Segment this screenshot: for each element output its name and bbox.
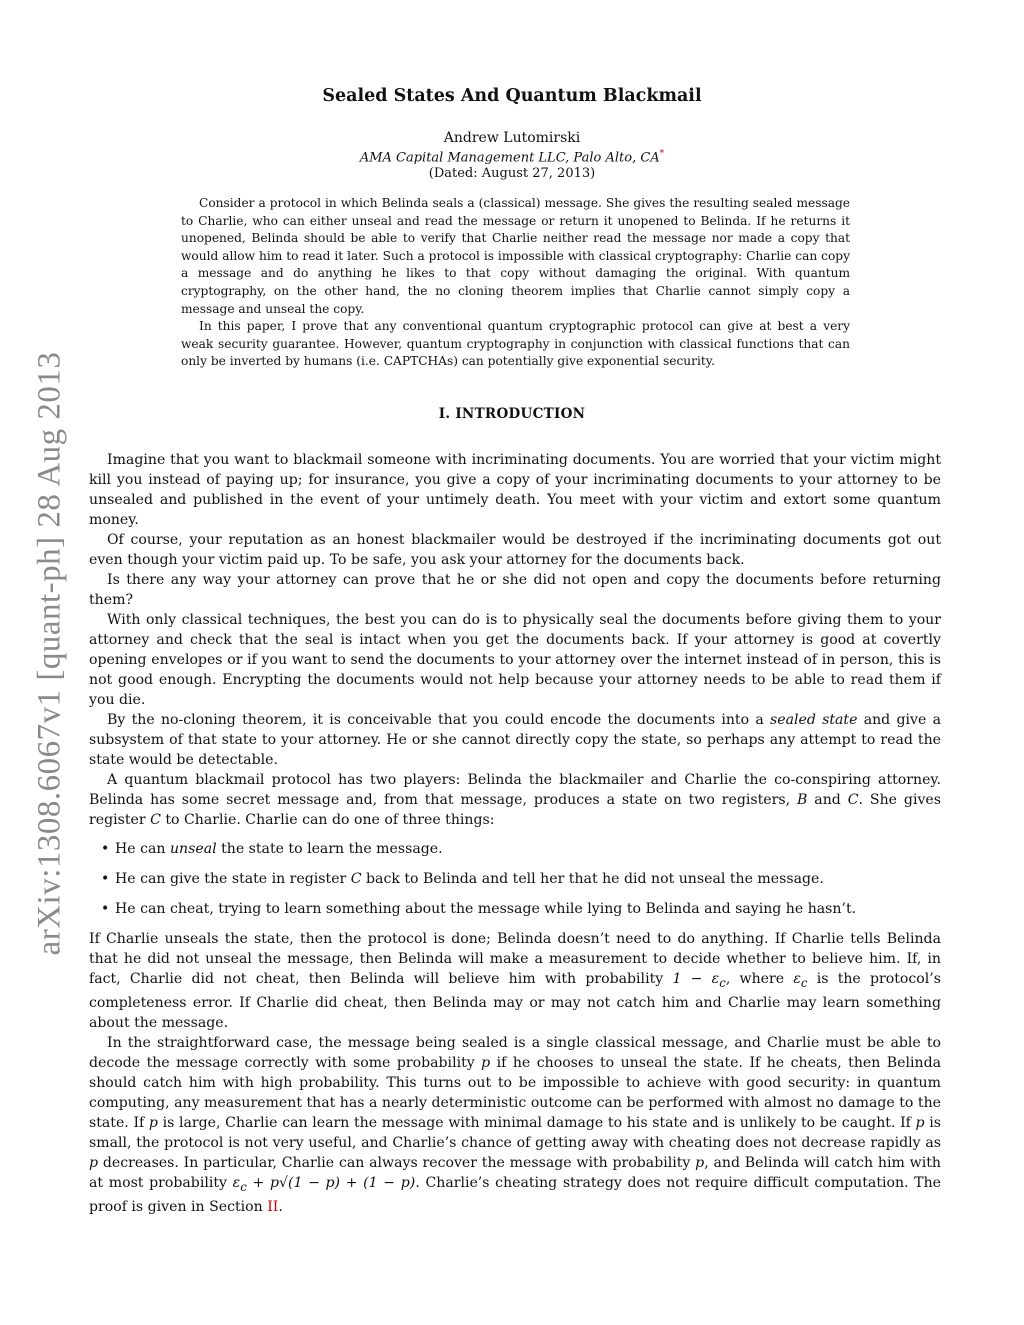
paragraph	[89, 929, 941, 1033]
text-run: is small, the protocol is not very useful, and Charlie’s chance of getting away with cheating does not decrease rapidly as	[89, 1114, 941, 1151]
body-text	[89, 450, 941, 1217]
emphasis: sealed state	[770, 712, 858, 728]
paragraph: Is there any way your attorney can prove that he or she did not open and copy the documents before returning them?	[89, 572, 941, 608]
date-line: (Dated: August 27, 2013)	[428, 166, 596, 181]
bullet-icon: •	[101, 901, 110, 917]
arxiv-identifier: arXiv:1308.6067v1 [quant-ph] 28 Aug 2013	[31, 351, 68, 955]
text-run: to Charlie. Charlie can do one of three things:	[160, 812, 495, 828]
math-text: 1 − ε	[672, 971, 720, 987]
affiliation	[0, 149, 1024, 165]
text-run: If Charlie unseals the state, then the protocol is done; Belinda doesn’t need to do anything. If Charlie tells Belinda that he did not unseal the message, then Belinda will make a measurement to decide whether to believe him. If, in fact, Charlie did not cheat, then Belinda will believe him with probability	[89, 931, 941, 987]
math-sub: c	[240, 1179, 247, 1194]
math-expr	[672, 971, 726, 990]
math-expr	[793, 971, 808, 990]
text-run: . She gives register	[89, 792, 941, 828]
text-run: In the straightforward case, the message being sealed is a single classical message, and Charlie must be able to decode the message correctly with some probability	[89, 1034, 941, 1071]
math-var: C	[150, 812, 161, 828]
math-var: C	[847, 792, 859, 808]
section-heading: I. INTRODUCTION	[438, 406, 586, 422]
text-run: is large, Charlie can learn the message with minimal damage to his state and is unlikely to be caught. If	[157, 1114, 916, 1131]
math-text: ε	[232, 1174, 241, 1191]
bullet-icon: •	[101, 871, 110, 887]
text-run: and give a subsystem of that state to your attorney. He or she cannot directly copy the state, so perhaps any attempt to read the state would be detectable.	[89, 712, 941, 768]
math-text: + p√(1 − p) + (1 − p)	[246, 1174, 416, 1191]
bullet-icon: •	[101, 841, 110, 857]
text-run: the state to learn the message.	[216, 841, 443, 857]
math-var: p	[481, 1054, 491, 1071]
list-item	[101, 839, 941, 859]
text-run: back to Belinda and tell her that he did not unseal the message.	[361, 871, 824, 887]
paragraph: With only classical techniques, the best you can do is to physically seal the documents before giving them to your attorney and check that the seal is intact when you get the documents back. If your attorney is good at covertly opening envelopes or if you want to send the documents to your attorney over the internet instead of in person, this is not good enough. Encrypting the documents would not help because your attorney needs to be able to read them if you die.	[89, 612, 941, 708]
paragraph	[89, 1033, 941, 1217]
text-run: By the no-cloning theorem, it is conceivable that you could encode the documents into a	[107, 712, 771, 728]
author-name: Andrew Lutomirski	[443, 130, 581, 146]
math-expr	[232, 1174, 416, 1194]
abstract	[181, 195, 850, 371]
options-list	[89, 839, 941, 919]
math-var: C	[350, 871, 362, 887]
emphasis: unseal	[169, 841, 217, 857]
text-run: . Charlie’s cheating strategy does not require difficult computation. The proof is given in Section	[89, 1174, 942, 1215]
text-run: He can cheat, trying to learn something about the message while lying to Belinda and saying he hasn’t.	[115, 901, 857, 917]
text-run: He can give the state in register	[115, 871, 351, 887]
math-var: p	[695, 1154, 705, 1171]
list-item	[101, 869, 941, 889]
affiliation-footnote-mark[interactable]: *	[659, 149, 665, 159]
affiliation-text: AMA Capital Management LLC, Palo Alto, CA	[359, 150, 660, 166]
arxiv-stamp	[28, 343, 72, 963]
text-run: He can	[115, 841, 170, 857]
text-run: , and Belinda will catch him with at most probability	[89, 1154, 941, 1191]
text-run: is the protocol’s completeness error. If Charlie did cheat, then Belinda may or may not catch him and Charlie may learn something about the message.	[89, 971, 941, 1031]
math-sub: c	[800, 975, 808, 990]
math-var: p	[915, 1114, 925, 1131]
paragraph	[89, 770, 941, 830]
text-run: decreases. In particular, Charlie can always recover the message with probability	[98, 1154, 696, 1171]
paragraph	[89, 710, 941, 770]
list-item	[101, 899, 941, 919]
math-text: ε	[793, 971, 801, 987]
text-run: if he chooses to unseal the state. If he cheats, then Belinda should catch him with high probability. This turns out to be impossible to achieve with good security: in quantum computing, any measurement that has a nearly deterministic outcome can be performed with almost no damage to the state. If	[89, 1054, 941, 1131]
section-reference-link[interactable]: II	[267, 1198, 279, 1215]
paragraph: Of course, your reputation as an honest blackmailer would be destroyed if the incriminating documents got out even though your victim paid up. To be safe, you ask your attorney for the documents back.	[89, 532, 941, 568]
text-run: A quantum blackmail protocol has two players: Belinda the blackmailer and Charlie the co-conspiring attorney. Belinda has some secret message and, from that message, produces a state on two registers,	[89, 772, 941, 808]
text-run: and	[807, 792, 848, 808]
paper-title: Sealed States And Quantum Blackmail	[322, 86, 702, 106]
paragraph: Imagine that you want to blackmail someone with incriminating documents. You are worried that your victim might kill you instead of paying up; for insurance, you give a copy of your incriminating documents to your attorney to be unsealed and published in the event of your untimely death. You meet with your victim and extort some quantum money.	[89, 452, 941, 528]
math-sub: c	[719, 975, 726, 990]
abstract-paragraph: In this paper, I prove that any conventional quantum cryptographic protocol can give at best a very weak security guarantee. However, quantum cryptography in conjunction with classical functions that can only be inverted by humans (i.e. CAPTCHAs) can potentially give exponential security.	[181, 319, 850, 369]
math-var: p	[148, 1114, 158, 1131]
text-run: , where	[725, 971, 794, 987]
math-var: B	[797, 792, 808, 808]
text-run: .	[278, 1198, 283, 1215]
math-var: p	[89, 1154, 99, 1171]
abstract-paragraph: Consider a protocol in which Belinda seals a (classical) message. She gives the resulting sealed message to Charlie, who can either unseal and read the message or return it unopened to Belinda. If he returns it unopened, Belinda should be able to verify that Charlie neither read the message nor made a copy that would allow him to read it later. Such a protocol is impossible with classical cryptography: Charlie can copy a message and do anything he likes to that copy without damaging the original. With quantum cryptography, on the other hand, the no cloning theorem implies that Charlie cannot simply copy a message and unseal the copy.	[181, 196, 850, 316]
